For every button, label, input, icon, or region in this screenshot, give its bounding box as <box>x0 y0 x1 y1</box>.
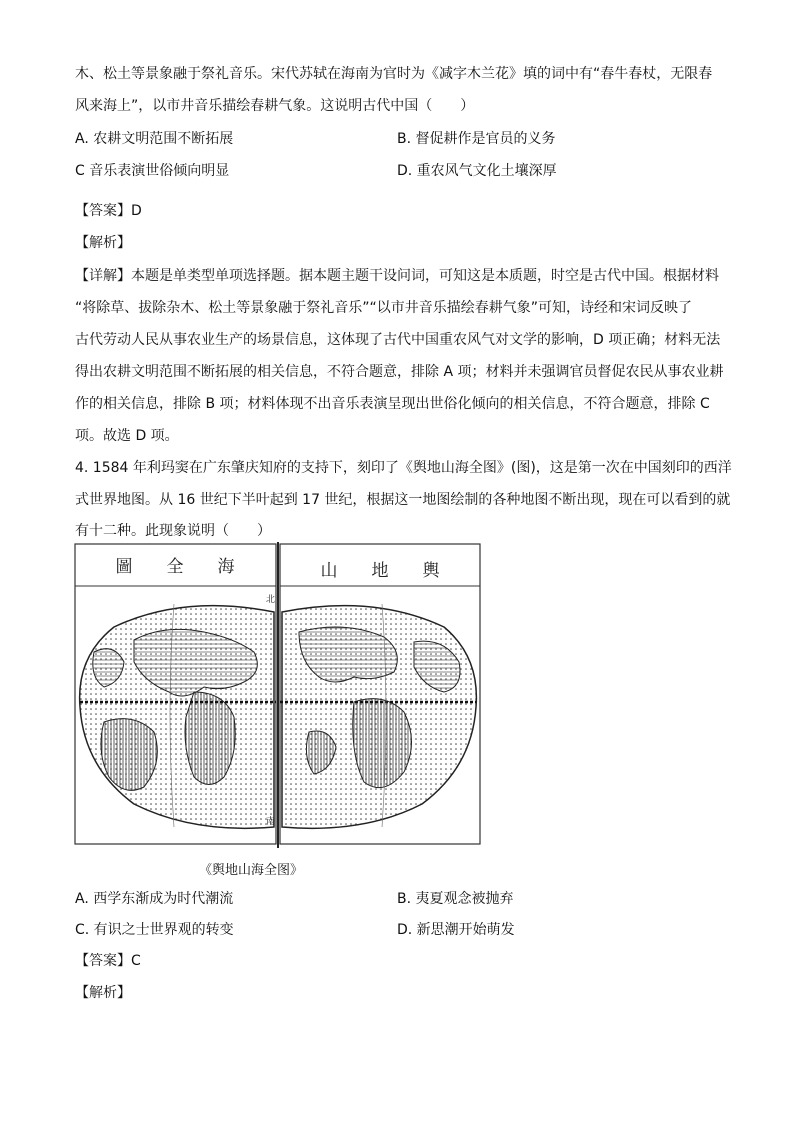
q4-option-d: D. 新思潮开始萌发 <box>397 922 515 938</box>
map-south-label: 南 <box>266 817 276 827</box>
q3-detail-line-5: 作的相关信息，排除 B 项；材料体现不出音乐表演呈现出世俗化倾向的相关信息，不符合题意，排除 C <box>75 396 710 412</box>
q3-stem-line-2: 风来海上”，以市井音乐描绘春耕气象。这说明古代中国（ ） <box>75 98 475 114</box>
q4-option-a: A. 西学东渐成为时代潮流 <box>75 891 234 907</box>
q3-option-a: A. 农耕文明范围不断拓展 <box>75 131 234 147</box>
world-map-figure <box>74 542 482 848</box>
q4-stem-line-3: 有十二种。此现象说明（ ） <box>75 523 271 539</box>
q3-analysis-label: 【解析】 <box>75 235 131 251</box>
q3-detail-line-4: 得出农耕文明范围不断拓展的相关信息，不符合题意，排除 A 项；材料并未强调官员督促农民从事农业耕 <box>75 364 724 380</box>
q4-stem-line-2: 式世界地图。从 16 世纪下半叶起到 17 世纪，根据这一地图绘制的各种地图不断出现，现在可以看到的就 <box>75 492 731 508</box>
q4-option-c: C. 有识之士世界观的转变 <box>75 922 234 938</box>
q3-detail-line-2: “将除草、拔除杂木、松土等景象融于祭礼音乐”“以市井音乐描绘春耕气象”可知，诗经和宋词反映了 <box>75 300 693 316</box>
q4-option-b: B. 夷夏观念被抛弃 <box>397 891 514 907</box>
q4-answer: 【答案】C <box>75 953 141 969</box>
q4-analysis-label: 【解析】 <box>75 985 131 1001</box>
q3-detail-line-6: 项。故选 D 项。 <box>75 428 179 444</box>
map-left-title: 圖 全 海 <box>115 557 235 577</box>
q3-answer: 【答案】D <box>75 203 142 219</box>
map-caption: 《舆地山海全图》 <box>199 863 304 878</box>
map-right-title: 山 地 輿 <box>320 561 440 581</box>
q3-option-b: B. 督促耕作是官员的义务 <box>397 131 556 147</box>
q4-stem-line-1: 4. 1584 年利玛窦在广东肇庆知府的支持下，刻印了《舆地山海全图》(图)，这是第一次在中国刻印的西洋 <box>75 460 732 476</box>
q3-stem-line-1: 木、松土等景象融于祭礼音乐。宋代苏轼在海南为官时为《减字木兰花》填的词中有“春牛春杖，无限春 <box>75 66 713 82</box>
q3-option-c: C 音乐表演世俗倾向明显 <box>75 163 230 179</box>
q3-option-d: D. 重农风气文化土壤深厚 <box>397 163 557 179</box>
q3-detail-line-3: 古代劳动人民从事农业生产的场景信息，这体现了古代中国重农风气对文学的影响，D 项正确；材料无法 <box>75 332 721 348</box>
map-north-label: 北 <box>266 595 276 605</box>
q3-detail-line-1: 【详解】本题是单类型单项选择题。据本题主题干设问词，可知这是本质题，时空是古代中国。根据材料 <box>75 268 719 284</box>
